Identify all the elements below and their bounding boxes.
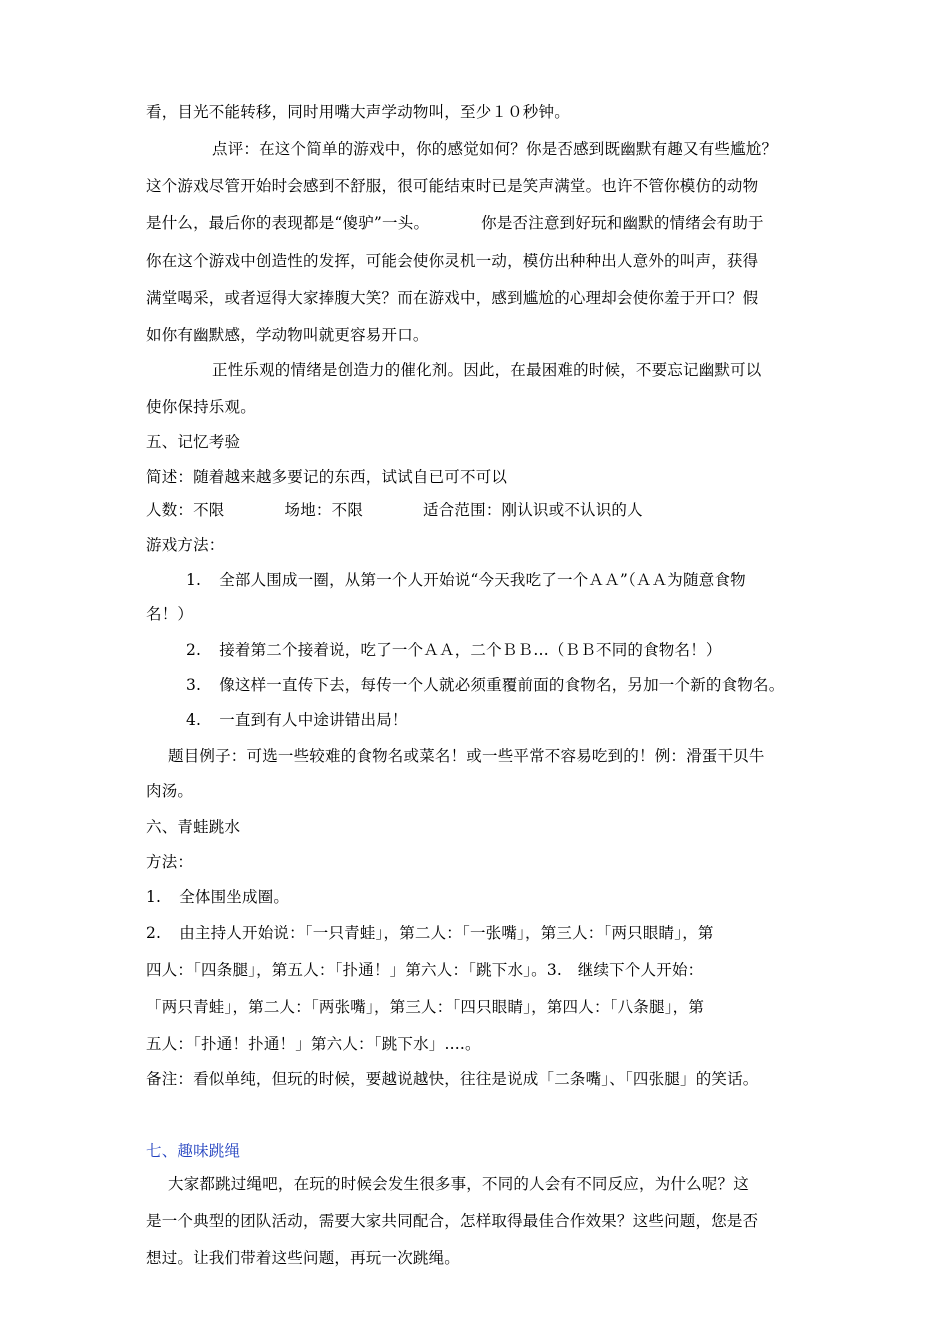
list-number: 2. <box>146 924 162 942</box>
example-line: 题目例子：可选一些较难的食物名或菜名！或一些平常不容易吃到的！例：滑蛋干贝牛 <box>168 747 765 765</box>
paragraph-line: 是一个典型的团队活动，需要大家共同配合，怎样取得最佳合作效果？这些问题，您是否 <box>146 1212 759 1230</box>
list-item <box>186 710 408 730</box>
list-number: 1. <box>146 888 162 906</box>
section-heading: 七、趣味跳绳 <box>146 1142 241 1160</box>
paragraph-line: 满堂喝采，或者逗得大家捧腹大笑？而在游戏中，感到尴尬的心理却会使你羞于开口？假 <box>146 289 759 307</box>
list-text: 一直到有人中途讲错出局！ <box>219 711 408 729</box>
list-item <box>146 887 289 907</box>
paragraph-line: 这个游戏尽管开始时会感到不舒服，很可能结束时已是笑声满堂。也许不管你模仿的动物 <box>146 177 759 195</box>
list-text: 全体围坐成圈。 <box>179 888 290 906</box>
scope: 适合范围：刚认识或不认识的人 <box>423 501 643 519</box>
list-number: 4. <box>186 711 202 729</box>
note-line: 备注：看似单纯，但玩的时候，要越说越快，往往是说成「二条嘴」、「四张腿」的笑话。 <box>146 1070 759 1088</box>
list-item <box>186 570 746 590</box>
list-text: 接着第二个接着说，吃了一个ＡＡ，二个ＢＢ…（ＢＢ不同的食物名！） <box>219 641 722 659</box>
paragraph-line: 五人：「扑通！扑通！」第六人：「跳下水」....。 <box>146 1035 481 1053</box>
paragraph-line: 点评：在这个简单的游戏中，你的感觉如何？你是否感到既幽默有趣又有些尴尬？ <box>212 140 778 158</box>
section-heading: 六、青蛙跳水 <box>146 818 241 836</box>
brief-line: 简述：随着越来越多要记的东西，试试自已可不可以 <box>146 468 508 486</box>
people-count: 人数：不限 <box>146 501 225 519</box>
paragraph-line: 「两只青蛙」，第二人：「两张嘴」，第三人：「四只眼睛」，第四人：「八条腿」，第 <box>146 998 705 1016</box>
paragraph-line <box>146 213 764 233</box>
paragraph-line: 四人：「四条腿」，第五人：「扑通！」第六人：「跳下水」。3. 继续下个人开始： <box>146 961 704 979</box>
text-fragment: 是什么，最后你的表现都是“傻驴”一头。 <box>146 214 430 232</box>
list-text: 由主持人开始说：「一只青蛙」，第二人：「一张嘴」，第三人：「两只眼睛」，第 <box>179 924 714 942</box>
paragraph-line: 正性乐观的情绪是创造力的催化剂。因此，在最困难的时候，不要忘记幽默可以 <box>212 361 762 379</box>
paragraph-line: 如你有幽默感，学动物叫就更容易开口。 <box>146 326 429 344</box>
paragraph-line: 使你保持乐观。 <box>146 398 256 416</box>
list-number: 1. <box>186 571 202 589</box>
info-line <box>146 500 643 520</box>
section-heading: 五、记忆考验 <box>146 433 241 451</box>
venue: 场地：不限 <box>284 501 364 519</box>
paragraph-line: 你在这个游戏中创造性的发挥，可能会使你灵机一动，模仿出种种出人意外的叫声，获得 <box>146 252 759 270</box>
list-item <box>186 675 784 695</box>
example-line: 肉汤。 <box>146 782 194 800</box>
list-number: 3. <box>186 676 202 694</box>
paragraph-line: 大家都跳过绳吧，在玩的时候会发生很多事，不同的人会有不同反应，为什么呢？这 <box>168 1175 749 1193</box>
paragraph-line: 看，目光不能转移，同时用嘴大声学动物叫，至少１０秒钟。 <box>146 103 570 121</box>
text-fragment: 你是否注意到好玩和幽默的情绪会有助于 <box>481 214 764 232</box>
method-label: 方法： <box>146 853 194 871</box>
list-item <box>186 640 722 660</box>
list-text: 全部人围成一圈，从第一个人开始说“今天我吃了一个ＡＡ”（ＡＡ为随意食物 <box>219 571 746 589</box>
list-item-continuation: 名！） <box>146 605 194 623</box>
list-item <box>146 923 714 943</box>
method-label: 游戏方法： <box>146 536 225 554</box>
list-text: 像这样一直传下去，每传一个人就必须重覆前面的食物名，另加一个新的食物名。 <box>219 676 785 694</box>
paragraph-line: 想过。让我们带着这些问题，再玩一次跳绳。 <box>146 1249 461 1267</box>
list-number: 2. <box>186 641 202 659</box>
